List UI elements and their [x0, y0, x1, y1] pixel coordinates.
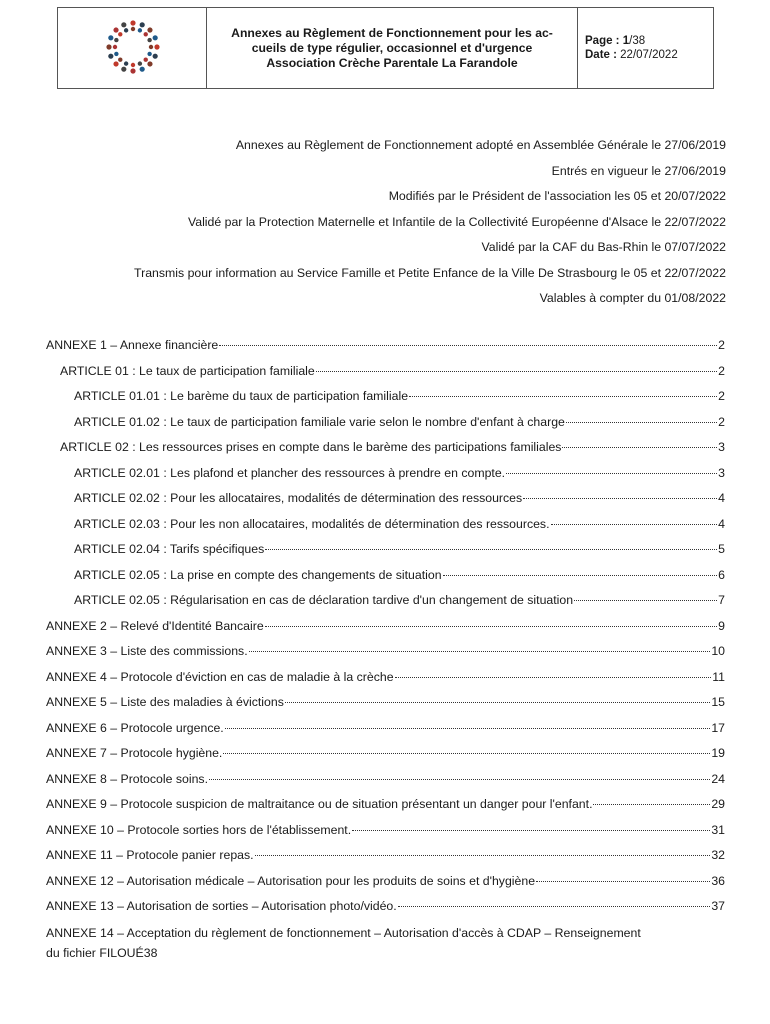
logo-figure-icon: [124, 28, 128, 32]
toc-entry-page: 4: [718, 516, 725, 531]
toc-entry[interactable]: [46, 486, 725, 512]
adoption-line: Transmis pour information au Service Famille et Petite Enfance de la Ville De Strasbourg le 05 et 22/07/2022: [134, 265, 726, 280]
toc-entry[interactable]: [46, 894, 725, 920]
page-label: Page :: [585, 35, 620, 47]
toc-entry-page: 38: [143, 945, 158, 960]
toc-entry[interactable]: [46, 716, 725, 742]
toc-entry[interactable]: [46, 818, 725, 844]
logo-figure-icon: [113, 61, 118, 66]
page-number: [585, 34, 713, 48]
logo-figure-icon: [144, 58, 148, 62]
toc-entry-page: 9: [718, 618, 725, 633]
toc-leader-dots: [398, 905, 711, 907]
toc-entry-label: ARTICLE 01 : Le taux de participation familiale: [60, 363, 315, 378]
toc-entry-label: ANNEXE 14 – Acceptation du règlement de fonctionnement – Autorisation d'accès à CDAP – Renseignement: [46, 925, 641, 940]
document-date: [585, 48, 713, 62]
toc-entry-label: ANNEXE 12 – Autorisation médicale – Autorisation pour les produits de soins et d'hygiène: [46, 873, 536, 888]
toc-entry[interactable]: [46, 614, 725, 640]
toc-entry-label: ANNEXE 5 – Liste des maladies à évictions: [46, 695, 284, 709]
toc-leader-dots: [219, 344, 717, 346]
toc-entry[interactable]: [46, 563, 725, 589]
header-title: [207, 8, 578, 88]
toc-entry-label: ARTICLE 02.03 : Pour les non allocataires, modalités de détermination des ressources.: [74, 516, 550, 531]
toc-entry-label: ANNEXE 7 – Protocole hygiène.: [46, 746, 223, 760]
adoption-line: Validé par la Protection Maternelle et Infantile de la Collectivité Européenne d'Alsace le 22/07/2022: [187, 214, 726, 229]
logo-figure-icon: [114, 38, 118, 42]
header-title-line: Annexes au Règlement de Fonctionnement pour les ac-: [231, 25, 553, 40]
toc-entry[interactable]: [46, 639, 725, 665]
toc-leader-dots: [593, 803, 710, 805]
toc-entry-label: ARTICLE 02.04 : Tarifs spécifiques: [74, 542, 265, 556]
logo-figure-icon: [108, 54, 113, 59]
toc-leader-dots: [506, 472, 717, 474]
page-current: 1: [622, 35, 630, 47]
toc-leader-dots: [223, 752, 710, 754]
toc-entry-annexe-14[interactable]: [46, 920, 725, 963]
toc-entry[interactable]: [46, 741, 725, 767]
toc-leader-dots: [536, 880, 710, 882]
toc-entry-label-cont: du fichier FILOUÉ: [46, 945, 144, 960]
logo-figure-icon: [154, 44, 159, 49]
logo-figure-icon: [147, 27, 152, 32]
logo-figure-icon: [144, 32, 148, 36]
toc-leader-dots: [249, 650, 711, 652]
adoption-statement: [40, 133, 726, 312]
toc-leader-dots: [443, 574, 718, 576]
toc-entry-page: 19: [711, 746, 725, 760]
toc-entry[interactable]: [46, 359, 725, 385]
toc-leader-dots: [562, 446, 717, 448]
toc-entry-page: 29: [711, 797, 725, 811]
toc-leader-dots: [316, 370, 717, 372]
toc-entry-label: ARTICLE 01.01 : Le barème du taux de participation familiale: [74, 389, 409, 403]
toc-entry-page: 3: [718, 440, 725, 454]
header-meta: [578, 8, 713, 88]
toc-entry-page: 15: [711, 695, 725, 709]
logo-figure-icon: [130, 20, 135, 25]
toc-entry-page: 2: [718, 414, 725, 429]
toc-entry-label: ANNEXE 1 – Annexe financière: [46, 338, 219, 352]
toc-entry-page: 4: [718, 491, 725, 505]
logo-figure-icon: [147, 38, 151, 42]
toc-entry-label: ANNEXE 10 – Protocole sorties hors de l'établissement.: [46, 822, 352, 837]
toc-entry-page: 6: [718, 567, 725, 582]
toc-leader-dots: [566, 421, 717, 423]
date-value: 22/07/2022: [620, 49, 678, 61]
logo-figure-icon: [118, 32, 122, 36]
document-header: [57, 7, 714, 89]
logo-figure-icon: [106, 44, 111, 49]
toc-entry[interactable]: [46, 435, 725, 461]
logo-figure-icon: [153, 54, 158, 59]
toc-entry[interactable]: [46, 665, 725, 691]
toc-entry-label: ANNEXE 2 – Relevé d'Identité Bancaire: [46, 618, 264, 633]
toc-leader-dots: [265, 625, 717, 627]
toc-entry-page: 32: [711, 848, 725, 862]
toc-leader-dots: [395, 676, 712, 678]
toc-leader-dots: [285, 701, 710, 703]
logo-figure-icon: [131, 63, 135, 67]
toc-entry[interactable]: [46, 588, 725, 614]
toc-entry-label: ANNEXE 13 – Autorisation de sorties – Autorisation photo/vidéo.: [46, 899, 397, 913]
toc-entry-label: ANNEXE 4 – Protocole d'éviction en cas de maladie à la crèche: [46, 669, 394, 684]
toc-leader-dots: [352, 829, 710, 831]
logo-figure-icon: [121, 22, 126, 27]
logo-figure-icon: [130, 68, 135, 73]
toc-leader-dots: [523, 497, 717, 499]
toc-entry[interactable]: [46, 869, 725, 895]
toc-entry-page: 3: [718, 465, 725, 480]
toc-entry[interactable]: [46, 537, 725, 563]
header-title-line: Association Crèche Parentale La Farandole: [266, 55, 518, 70]
toc-entry-page: 37: [711, 899, 725, 913]
toc-entry-page: 17: [711, 720, 725, 735]
adoption-line: Modifiés par le Président de l'association les 05 et 20/07/2022: [388, 189, 726, 203]
adoption-line: Validé par la CAF du Bas-Rhin le 07/07/2022: [481, 240, 726, 254]
toc-entry-label: ANNEXE 6 – Protocole urgence.: [46, 720, 224, 735]
toc-leader-dots: [225, 727, 711, 729]
toc-entry-label: ANNEXE 3 – Liste des commissions.: [46, 644, 248, 658]
logo-cell: [58, 8, 207, 88]
logo-figure-icon: [114, 52, 118, 56]
toc-entry-page: 2: [718, 389, 725, 403]
toc-leader-dots: [551, 523, 718, 525]
toc-entry[interactable]: [46, 792, 725, 818]
adoption-line: Annexes au Règlement de Fonctionnement adopté en Assemblée Générale le 27/06/2019: [235, 138, 726, 152]
toc-leader-dots: [409, 395, 717, 397]
toc-entry-label: ANNEXE 11 – Protocole panier repas.: [46, 848, 254, 862]
toc-entry-page: 2: [718, 338, 725, 352]
date-label: Date :: [585, 49, 617, 61]
adoption-line: Valables à compter du 01/08/2022: [539, 291, 726, 305]
toc-entry-label: ARTICLE 02 : Les ressources prises en compte dans le barème des participations familiales: [60, 440, 562, 454]
page-total: /38: [629, 35, 646, 47]
logo-figure-icon: [147, 52, 151, 56]
toc-entry-page: 2: [718, 363, 725, 378]
logo-figure-icon: [138, 61, 142, 65]
adoption-line: Entrés en vigueur le 27/06/2019: [551, 163, 726, 178]
toc-leader-dots: [265, 548, 717, 550]
logo-figure-icon: [138, 28, 142, 32]
toc-entry[interactable]: [46, 512, 725, 538]
toc-entry-page: 5: [718, 542, 725, 556]
logo-figure-icon: [147, 61, 152, 66]
toc-entry[interactable]: [46, 843, 725, 869]
toc-entry-label: ARTICLE 02.02 : Pour les allocataires, modalités de détermination des ressources: [74, 491, 523, 505]
toc-entry[interactable]: [46, 767, 725, 793]
logo-figure-icon: [113, 45, 117, 49]
toc-entry-label: ARTICLE 02.01 : Les plafond et plancher des ressources à prendre en compte.: [74, 465, 506, 480]
toc-entry[interactable]: [46, 333, 725, 359]
toc-entry-page: 36: [711, 873, 725, 888]
toc-entry-page: 7: [718, 593, 725, 607]
toc-entry-label: ARTICLE 02.05 : Régularisation en cas de déclaration tardive d'un changement de situation: [74, 593, 574, 607]
toc-entry[interactable]: [46, 410, 725, 436]
toc-entry-label: ARTICLE 01.02 : Le taux de participation familiale varie selon le nombre d'enfant à charge: [74, 414, 565, 429]
header-title-line: cueils de type régulier, occasionnel et d'urgence: [251, 40, 533, 55]
logo-figure-icon: [140, 67, 145, 72]
toc-entry-page: 24: [711, 771, 725, 786]
farandole-logo-icon: [98, 16, 168, 78]
toc-entry-label: ARTICLE 02.05 : La prise en compte des changements de situation: [74, 567, 442, 582]
toc-entry[interactable]: [46, 461, 725, 487]
toc-leader-dots: [255, 854, 711, 856]
logo-figure-icon: [149, 45, 153, 49]
toc-leader-dots: [209, 778, 710, 780]
logo-figure-icon: [118, 58, 122, 62]
toc-entry-label: ANNEXE 8 – Protocole soins.: [46, 771, 208, 786]
toc-entry-page: 31: [711, 822, 725, 837]
logo-figure-icon: [131, 27, 135, 31]
logo-figure-icon: [140, 22, 145, 27]
toc-leader-dots: [574, 599, 717, 601]
toc-entry-page: 11: [712, 669, 725, 684]
toc-entry-page: 10: [711, 644, 725, 658]
toc-entry[interactable]: [46, 384, 725, 410]
logo-figure-icon: [124, 61, 128, 65]
table-of-contents: [46, 333, 725, 963]
logo-figure-icon: [121, 67, 126, 72]
toc-entry[interactable]: [46, 690, 725, 716]
logo-figure-icon: [108, 35, 113, 40]
logo-figure-icon: [153, 35, 158, 40]
logo-figure-icon: [113, 27, 118, 32]
toc-entry-label: ANNEXE 9 – Protocole suspicion de maltraitance ou de situation présentant un danger pour l'enfant.: [46, 797, 593, 811]
